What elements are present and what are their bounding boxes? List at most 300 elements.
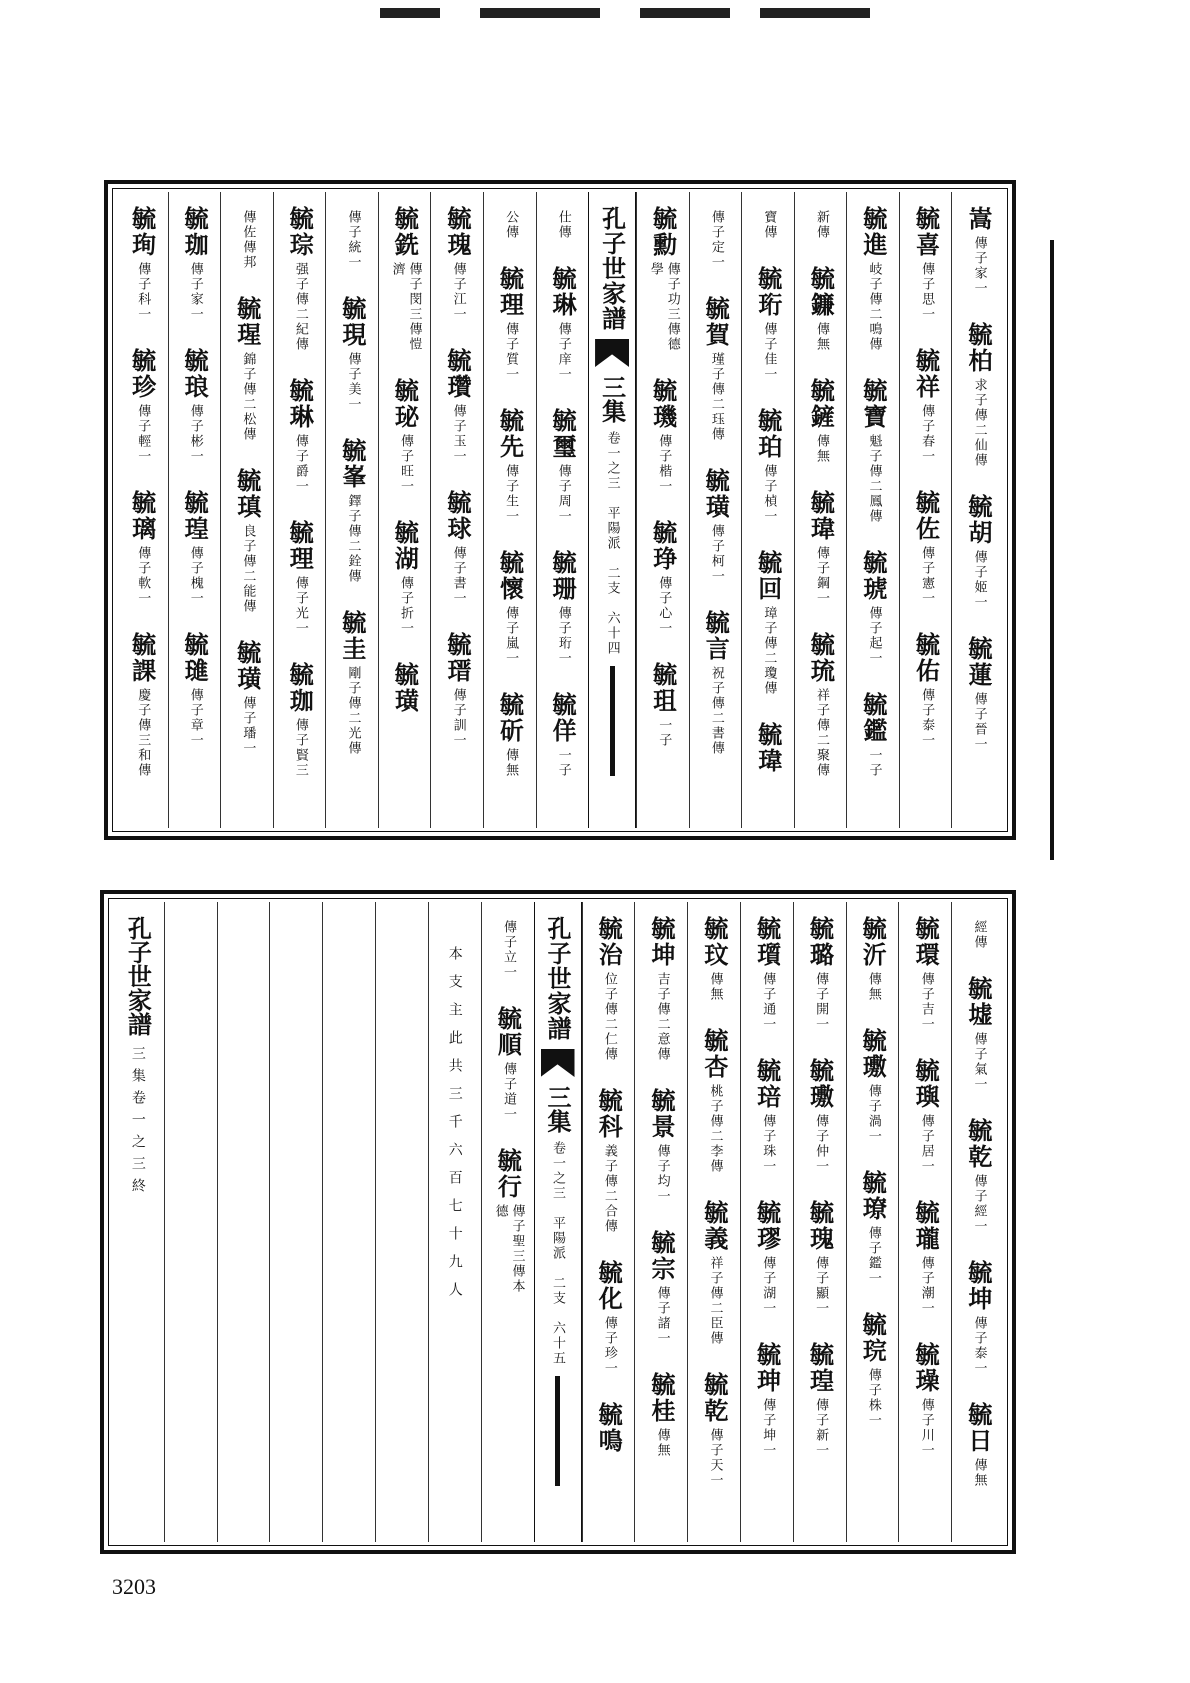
person-entry [338,438,366,584]
person-name: 毓瑰 [805,1200,835,1252]
person-entry [964,976,992,1092]
person-note: 傳子玉一 [450,404,466,464]
person-note: 傳子顯一 [813,1256,829,1316]
person-note: 傳子均一 [654,1144,670,1204]
person-entry [286,378,314,494]
person-note: 一子 [866,748,882,778]
book-title: 孔子世家譜 [597,206,627,331]
person-name: 毓先 [495,408,525,460]
person-name: 毓珇 [648,662,678,714]
person-entry [338,296,366,412]
person-note: 傳子爵一 [292,434,308,494]
person-name: 毓湖 [390,520,420,572]
person-entry [344,206,361,270]
person-name: 毓珅 [752,1342,782,1394]
person-name: 毓坤 [963,1260,993,1312]
person-entry [859,916,887,1002]
person-name: 毓璪 [911,1342,941,1394]
person-entry [548,408,576,524]
person-note: 傳子旺一 [398,434,414,494]
person-entry [753,1200,781,1316]
person-name: 毓珈 [285,662,315,714]
empty-column [217,902,270,1542]
person-name: 毓科 [594,1088,624,1140]
person-entry [912,206,940,322]
person-name: 毓璜 [390,662,420,714]
person-name: 毓勳 [648,206,678,258]
person-note: 傳子賢三 [292,718,308,778]
person-entry [646,206,680,352]
person-entry [964,1402,992,1488]
person-note: 經傳 [971,920,987,950]
genealogy-column [273,192,326,828]
person-name: 毓沂 [858,916,888,968]
person-entry [391,662,419,714]
person-note: 剛子傳二光傳 [345,666,361,756]
genealogy-column [793,902,846,1542]
person-note: 傳子新一 [813,1398,829,1458]
page-number: 3203 [112,1574,156,1599]
person-entry [912,632,940,748]
person-note: 璋子傳二瓊傳 [761,606,777,696]
genealogy-column [846,902,899,1542]
person-entry [595,916,623,1062]
person-note: 傳子泰一 [919,688,935,748]
genealogy-column [899,192,952,828]
person-entry [754,266,782,382]
person-name: 毓鑑 [858,692,888,744]
person-name: 毓璙 [858,1170,888,1222]
person-name: 毓珍 [127,348,157,400]
genealogy-column [740,902,793,1542]
person-name: 毓現 [337,296,367,348]
empty-column [269,902,322,1542]
person-note: 祝子傳二書傳 [708,666,724,756]
person-entry [859,206,887,352]
person-name: 毓琥 [858,550,888,602]
person-name: 毓佑 [911,632,941,684]
person-name: 毓理 [495,266,525,318]
person-name: 毓珩 [753,266,783,318]
person-entry [181,490,209,606]
person-note: 傳子章一 [187,688,203,748]
person-entry [911,1200,939,1316]
person-name: 毓瑆 [232,296,262,348]
person-entry [496,266,524,382]
person-entry [647,916,675,1062]
person-name: 毓回 [753,550,783,602]
person-entry [649,520,677,636]
person-name: 毓瓏 [911,1200,941,1252]
person-entry [443,206,471,322]
genealogy-column [582,902,635,1542]
person-entry [911,1058,939,1174]
person-note: 傳子璠一 [240,696,256,756]
person-note: 傳子湖一 [760,1256,776,1316]
person-entry [753,1058,781,1174]
person-entry [807,632,835,778]
genealogy-column [636,192,689,828]
genealogy-column [378,192,431,828]
person-entry [702,468,730,584]
person-entry [233,640,261,756]
person-entry [128,348,156,464]
scan-header-noise [220,0,980,22]
person-entry [548,692,576,778]
section-subtitle: 卷一之三 平陽派 二支 六十四 [604,431,620,656]
center-title-column [534,902,582,1542]
person-entry [753,1342,781,1458]
person-name: 毓日 [963,1402,993,1454]
genealogy-column [483,192,536,828]
genealogy-column [794,192,847,828]
person-note: 傳子聖三傳本德 [492,1204,525,1294]
person-name: 毓言 [701,610,731,662]
scan-edge-bar [1050,240,1054,860]
person-entry [859,550,887,666]
end-volume-note: 三集卷一之三終 [129,1046,146,1200]
person-name: 毓琳 [548,266,578,318]
person-note: 一子 [555,748,571,778]
person-entry [859,1312,887,1428]
person-entry [700,916,728,1002]
person-note: 傳子家一 [971,236,987,296]
person-note: 傳子姬一 [971,550,987,610]
person-name: 毓璷 [805,1058,835,1110]
person-note: 傳無 [503,748,519,778]
person-entry [806,916,834,1032]
person-entry [595,1402,623,1454]
person-note: 傳子鑑一 [865,1226,881,1286]
person-note: 强子傳二紀傳 [292,262,308,352]
person-note: 傳子諸一 [654,1286,670,1346]
person-entry [286,662,314,778]
person-note: 傳子折一 [398,576,414,636]
person-entry [548,550,576,666]
person-name: 毓佐 [911,490,941,542]
end-title-column [112,902,164,1542]
person-name: 毓治 [594,916,624,968]
person-name: 毓瑨 [442,632,472,684]
person-entry [807,266,835,352]
person-note: 傳子坤一 [760,1398,776,1458]
genealogy-column [689,192,742,828]
person-entry [443,490,471,606]
person-note: 傳子鋼一 [813,546,829,606]
person-note: 傳子吉一 [918,972,934,1032]
person-entry [595,1260,623,1376]
person-entry [911,916,939,1032]
person-entry [338,610,366,756]
person-name: 毓理 [285,520,315,572]
person-note: 傳子天一 [707,1428,723,1488]
person-note: 傳子周一 [555,464,571,524]
person-entry [128,632,156,778]
person-note: 傳子佳一 [761,322,777,382]
person-name: 毓玟 [699,916,729,968]
person-name: 毓化 [594,1260,624,1312]
person-note: 傳子美一 [345,352,361,412]
vertical-rule [610,666,615,776]
person-name: 毓墟 [963,976,993,1028]
person-note: 岐子傳二鳴傳 [866,262,882,352]
person-name: 毓祥 [911,348,941,400]
person-entry [859,1028,887,1144]
person-entry [754,550,782,696]
person-name: 毓桂 [647,1372,677,1424]
person-note: 傳子嵐一 [503,606,519,666]
person-note: 傳子質一 [503,322,519,382]
person-note: 祥子傳二臣傳 [707,1256,723,1346]
person-note: 求子傳二仙傳 [971,378,987,468]
person-note: 鐸子傳二銓傳 [345,494,361,584]
person-entry [233,296,261,442]
person-entry [494,1006,522,1122]
person-note: 傳子統一 [345,210,361,270]
person-entry [128,206,156,322]
person-name: 毓乾 [699,1372,729,1424]
genealogy-column [481,902,534,1542]
person-note: 傳子江一 [450,262,466,322]
person-entry [912,490,940,606]
person-note: 傳子春一 [919,404,935,464]
person-note: 傳子功三傳德學 [647,262,680,352]
genealogy-column [898,902,951,1542]
fishtail-mark [595,339,629,367]
person-note: 傳子通一 [760,972,776,1032]
person-name: 毓銑 [390,206,420,258]
person-entry [812,206,829,240]
empty-column [375,902,428,1542]
person-entry [181,348,209,464]
genealogy-column [220,192,273,828]
person-name: 毓珈 [180,206,210,258]
person-entry [554,206,571,240]
person-entry [859,1170,887,1286]
person-entry [128,490,156,606]
person-note: 傳子珍一 [601,1316,617,1376]
person-name: 毓瑰 [442,206,472,258]
person-note: 桃子傳二李傳 [707,1084,723,1174]
person-note: 傳子科一 [135,262,151,322]
empty-column [322,902,375,1542]
person-note: 祥子傳二聚傳 [813,688,829,778]
genealogy-column [951,192,1004,828]
person-note: 傳子道一 [501,1062,517,1122]
person-note: 吉子傳二意傳 [654,972,670,1062]
person-note: 傳子晉一 [971,692,987,752]
person-name: 毓璜 [232,640,262,692]
person-entry [912,348,940,464]
person-note: 傳子仲一 [813,1114,829,1174]
person-note: 魁子傳二鳳傳 [866,434,882,524]
person-note: 傳子渦一 [865,1084,881,1144]
person-name: 毓鐮 [806,266,836,318]
person-entry [496,550,524,666]
person-note: 傳子光一 [292,576,308,636]
person-entry [443,348,471,464]
person-name: 毓寶 [858,378,888,430]
person-note: 瑾子傳二珏傳 [708,352,724,442]
person-note: 傳子株一 [865,1368,881,1428]
person-note: 傳子輕一 [135,404,151,464]
person-name: 毓璆 [752,1200,782,1252]
person-note: 傳子憲一 [919,546,935,606]
genealogy-page-64 [104,180,1016,840]
section-subtitle: 卷一之三 平陽派 二支 六十五 [550,1141,565,1366]
person-entry [181,632,209,748]
person-note: 傳子閔三傳愷濟 [389,262,422,352]
person-name: 毓珊 [548,550,578,602]
person-name: 毓瑋 [806,490,836,542]
person-entry [181,206,209,322]
person-entry [806,1200,834,1316]
person-entry [496,408,524,524]
person-note: 良子傳二能傳 [240,524,256,614]
person-name: 毓進 [858,206,888,258]
person-name: 毓乾 [963,1118,993,1170]
person-entry [443,632,471,748]
person-note: 傳子柯一 [708,524,724,584]
person-entry [964,1260,992,1376]
branch-summary: 本支主此共三千六百七十九人 [446,946,463,1310]
person-note: 傳子開一 [813,972,829,1032]
person-entry [700,1372,728,1488]
person-entry [753,916,781,1032]
person-entry [760,206,777,240]
genealogy-column [846,192,899,828]
person-note: 公傳 [503,210,519,240]
person-name: 毓宗 [647,1230,677,1282]
person-name: 毓璡 [180,632,210,684]
person-name: 毓瓆 [752,916,782,968]
person-name: 毓鏟 [806,378,836,430]
person-entry [807,490,835,606]
person-note: 錦子傳二松傳 [240,352,256,442]
person-name: 毓杏 [699,1028,729,1080]
person-note: 傳子起一 [866,606,882,666]
person-name: 毓璃 [127,490,157,542]
person-note: 傳無 [654,1428,670,1458]
person-name: 毓璵 [911,1058,941,1110]
person-note: 傳子生一 [503,464,519,524]
person-name: 毓景 [647,1088,677,1140]
person-entry [496,692,524,778]
person-entry [964,494,992,610]
genealogy-column [430,192,483,828]
genealogy-column [741,192,794,828]
person-note: 義子傳二合傳 [601,1144,617,1234]
person-note: 傳子經一 [971,1174,987,1234]
person-name: 毓課 [127,632,157,684]
person-entry [499,916,516,980]
person-name: 毓賀 [701,296,731,348]
person-name: 毓胡 [964,494,994,546]
person-name: 毓蓮 [964,636,994,688]
person-note: 傳子庠一 [555,322,571,382]
person-entry [707,206,724,270]
person-note: 傳子定一 [708,210,724,270]
person-note: 傳無 [813,322,829,352]
person-note: 傳子川一 [918,1398,934,1458]
person-name: 毓順 [493,1006,523,1058]
person-note: 傳子槐一 [187,546,203,606]
person-entry [700,1028,728,1174]
person-name: 毓琓 [858,1312,888,1364]
person-note: 傳子書一 [450,546,466,606]
person-entry [911,1342,939,1458]
genealogy-column [951,902,1004,1542]
person-note: 傳子珠一 [760,1114,776,1174]
genealogy-column [536,192,589,828]
person-entry [807,378,835,464]
vertical-rule [555,1376,560,1486]
person-name: 毓鳴 [594,1402,624,1454]
genealogy-column [634,902,687,1542]
person-entry [595,1088,623,1234]
person-name: 毓柏 [964,322,994,374]
person-entry [964,322,992,468]
person-note: 新傳 [813,210,829,240]
person-note: 寶傳 [761,210,777,240]
person-note: 仕傳 [555,210,571,240]
person-name: 毓璐 [805,916,835,968]
genealogy-column [168,192,221,828]
person-note: 傳子家一 [187,262,203,322]
center-title-column [588,192,636,828]
person-name: 毓懷 [495,550,525,602]
person-entry [754,408,782,524]
person-name: 毓璜 [701,468,731,520]
person-name: 嵩 [964,206,994,232]
person-note: 傳子思一 [919,262,935,322]
person-entry [391,520,419,636]
person-name: 毓環 [911,916,941,968]
person-name: 毓珀 [753,408,783,460]
person-entry [286,206,314,352]
person-name: 毓琤 [648,520,678,572]
person-entry [964,636,992,752]
columns [112,902,1004,1542]
person-note: 傳無 [707,972,723,1002]
person-note: 傳子泰一 [971,1316,987,1376]
person-entry [964,1118,992,1234]
person-name: 毓斫 [495,692,525,744]
genealogy-column [687,902,740,1542]
person-note: 傳子楨一 [761,464,777,524]
volume-label: 三集 [543,1085,572,1133]
person-entry [548,266,576,382]
person-note: 傳無 [971,1458,987,1488]
person-entry [647,1230,675,1346]
person-note: 傳子彬一 [187,404,203,464]
person-note: 位子傳二仁傳 [601,972,617,1062]
person-name: 毓珌 [390,378,420,430]
book-title: 孔子世家譜 [543,916,572,1041]
person-entry [286,520,314,636]
person-name: 毓瑝 [180,490,210,542]
person-note: 傳無 [813,434,829,464]
person-entry [501,206,518,240]
person-name: 毓琮 [285,206,315,258]
person-entry [491,1148,525,1294]
volume-label: 三集 [597,375,627,423]
person-entry [647,1372,675,1458]
person-name: 毓瓚 [442,348,472,400]
person-note: 傳子居一 [918,1114,934,1174]
person-name: 毓琅 [180,348,210,400]
person-note: 傳子潮一 [918,1256,934,1316]
